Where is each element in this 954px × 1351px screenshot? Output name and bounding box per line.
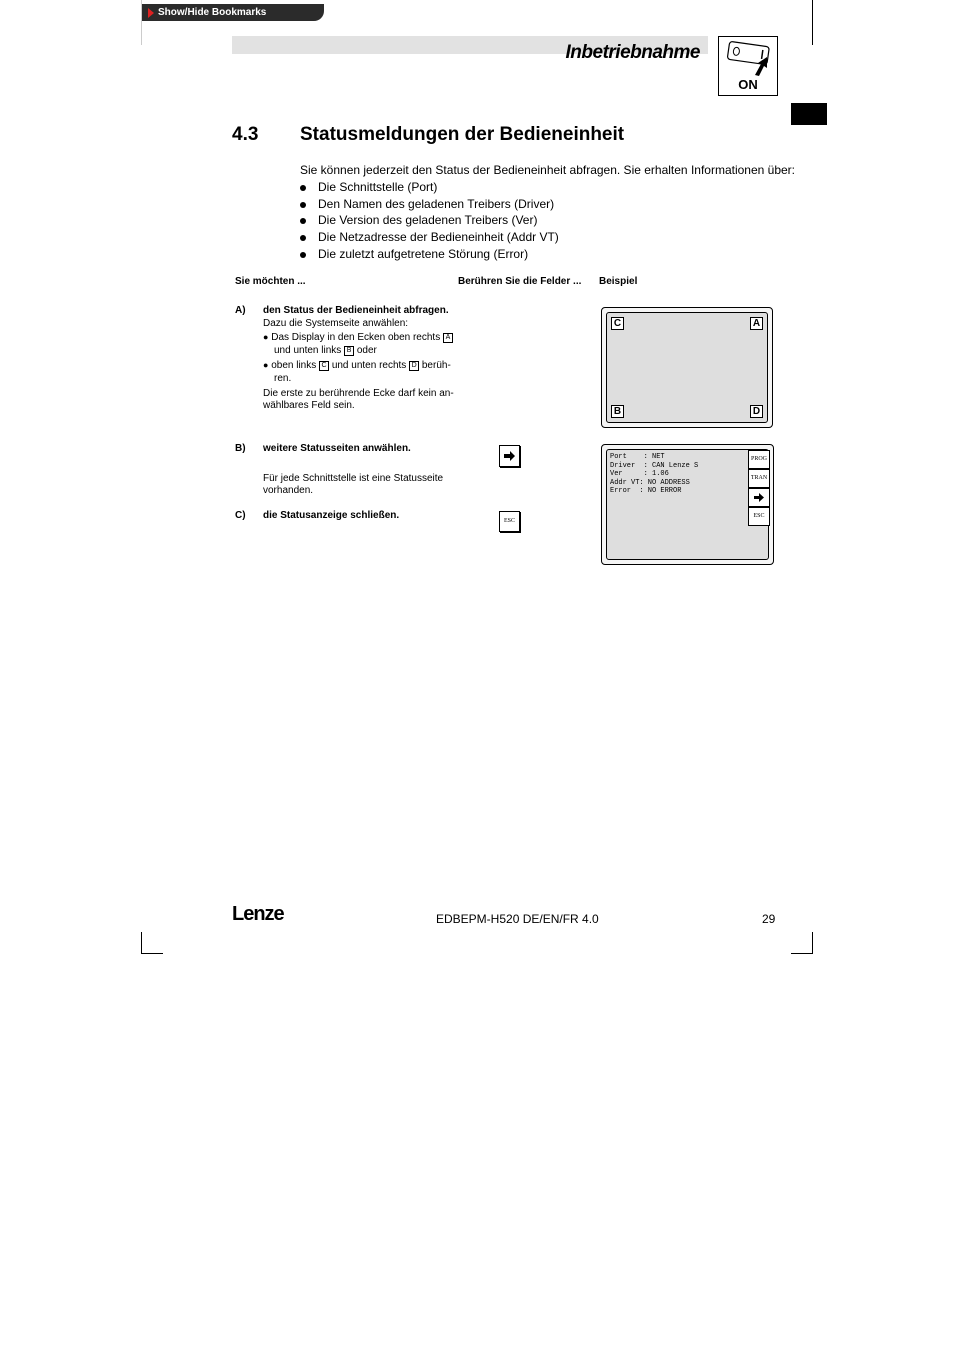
row-b-note-1: Für jede Schnittstelle ist eine Statusseite [263, 473, 444, 484]
lenze-logo: Lenze [232, 903, 284, 925]
row-b-title: weitere Statusseiten anwählen. [263, 443, 411, 454]
key-c: C [319, 361, 329, 371]
column-header-action: Sie möchten ... [235, 276, 306, 287]
text: und unten rechts [331, 360, 407, 371]
example-display-corners [601, 307, 773, 428]
crop-mark [812, 0, 813, 45]
next-page-button[interactable] [499, 445, 520, 467]
text: berüh- [421, 360, 451, 371]
prog-button[interactable]: PROG [748, 450, 770, 469]
chapter-title: Inbetriebnahme [565, 42, 700, 63]
crop-mark [141, 0, 142, 45]
list-item: Die zuletzt aufgetretene Störung (Error) [300, 247, 559, 264]
row-a-label: A) [235, 305, 246, 316]
status-text: Port : NET Driver : CAN Lenze S Ver : 1.06 Addr VT: NO ADDRESS Error : NO ERROR [610, 453, 699, 495]
corner-c-button[interactable]: C [611, 317, 624, 330]
arrow-right-icon [749, 489, 769, 506]
row-a-note-1: Die erste zu berührende Ecke darf kein an- [263, 388, 454, 399]
esc-button[interactable]: ESC [748, 507, 770, 526]
display-area [606, 449, 769, 560]
text: oben links [271, 360, 317, 371]
info-list [300, 180, 559, 263]
chapter-marker [791, 103, 827, 125]
arrow-right-icon [500, 446, 519, 466]
row-a-note-2: wählbares Feld sein. [263, 400, 355, 411]
row-a-bullet-1: ● Das Display in den Ecken oben rechts A [263, 331, 453, 344]
crop-mark [791, 953, 813, 954]
next-status-button[interactable] [748, 488, 770, 507]
row-c-label: C) [235, 510, 246, 521]
crop-mark [141, 953, 163, 954]
on-label: ON [738, 77, 758, 92]
on-switch-icon [718, 36, 778, 96]
column-header-touch: Berühren Sie die Felder ... [458, 276, 582, 287]
text: oder [356, 345, 377, 356]
column-header-example: Beispiel [599, 276, 638, 287]
key-a: A [443, 333, 453, 343]
row-a-bullet-2-cont: ren. [274, 373, 292, 384]
show-hide-bookmarks-button[interactable] [142, 4, 324, 21]
list-item: Die Netzadresse der Bedieneinheit (Addr VT) [300, 230, 559, 247]
intro-text: Sie können jederzeit den Status der Bedieneinheit abfragen. Sie erhalten Informationen über: [300, 163, 795, 177]
tran-button[interactable]: TRAN [748, 469, 770, 488]
display-area [606, 312, 768, 423]
crop-mark [141, 932, 142, 954]
list-item: Den Namen des geladenen Treibers (Driver) [300, 197, 559, 214]
row-a-bullet-1-cont [274, 344, 377, 357]
document-id: EDBEPM-H520 DE/EN/FR 4.0 [436, 912, 599, 926]
triangle-right-icon [148, 8, 154, 18]
key-d: D [409, 361, 419, 371]
list-item: Die Schnittstelle (Port) [300, 180, 559, 197]
esc-button[interactable]: ESC [499, 511, 520, 532]
text: Das Display in den Ecken oben rechts [271, 332, 441, 343]
switch-icon [719, 37, 777, 77]
row-b-note-2: vorhanden. [263, 485, 314, 496]
corner-b-button[interactable]: B [611, 405, 624, 418]
text: und unten links [274, 345, 342, 356]
row-b-label: B) [235, 443, 246, 454]
row-a-subtitle: Dazu die Systemseite anwählen: [263, 318, 409, 329]
page-number: 29 [762, 912, 776, 926]
row-a-title: den Status der Bedieneinheit abfragen. [263, 305, 449, 316]
section-title: Statusmeldungen der Bedieneinheit [300, 124, 625, 145]
key-b: B [344, 346, 354, 356]
bookmarks-label: Show/Hide Bookmarks [158, 7, 267, 18]
corner-d-button[interactable]: D [750, 405, 763, 418]
list-item: Die Version des geladenen Treibers (Ver) [300, 213, 559, 230]
section-number: 4.3 [232, 124, 259, 145]
crop-mark [812, 932, 813, 954]
row-c-title: die Statusanzeige schließen. [263, 510, 400, 521]
row-a-bullet-2: ● oben links C und unten rechts D berüh- [263, 360, 451, 371]
corner-a-button[interactable]: A [750, 317, 763, 330]
example-status-display [601, 444, 774, 565]
